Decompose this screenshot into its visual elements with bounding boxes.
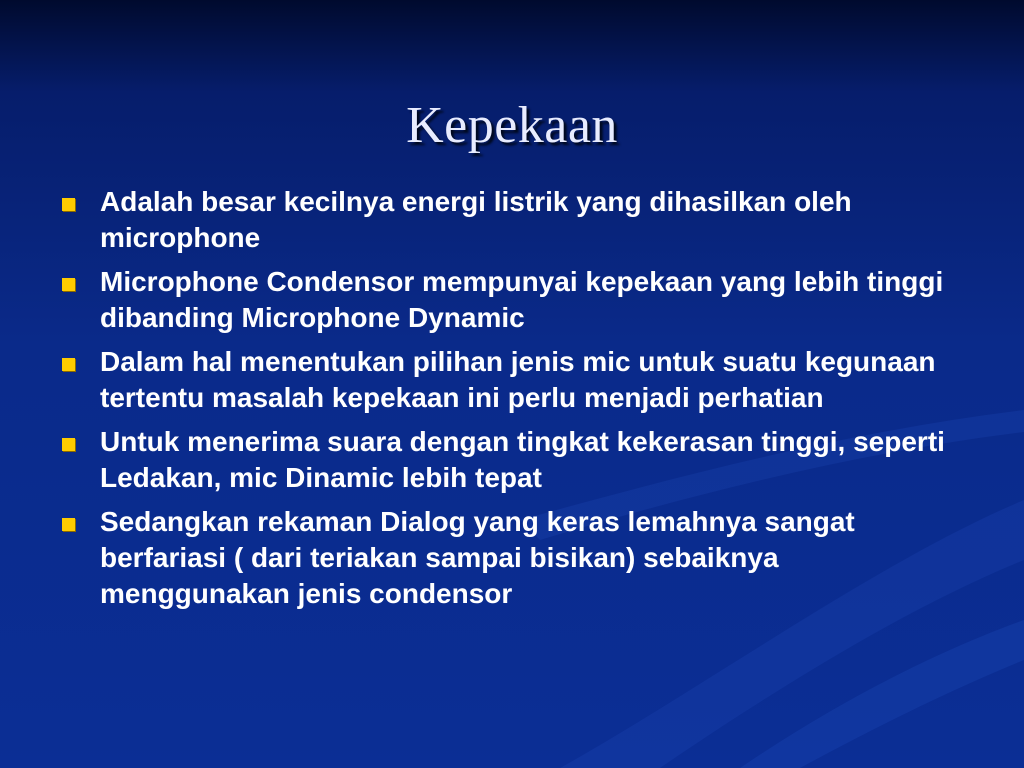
square-bullet-icon [62, 198, 75, 211]
square-bullet-icon [62, 278, 75, 291]
bullet-text: Untuk menerima suara dengan tingkat kekerasan tinggi, seperti Ledakan, mic Dinamic lebih tepat [100, 426, 945, 493]
bullet-list [62, 184, 972, 620]
square-bullet-icon [62, 438, 75, 451]
slide-title: Kepekaan [406, 96, 618, 154]
bullet-text: Adalah besar kecilnya energi listrik yang dihasilkan oleh microphone [100, 186, 852, 253]
bullet-item [62, 184, 972, 256]
bullet-item [62, 264, 972, 336]
bullet-text: Dalam hal menentukan pilihan jenis mic untuk suatu kegunaan tertentu masalah kepekaan ini perlu menjadi perhatian [100, 346, 936, 413]
bullet-item [62, 424, 972, 496]
bullet-text: Sedangkan rekaman Dialog yang keras lemahnya sangat berfariasi ( dari teriakan sampai bisikan) sebaiknya menggunakan jenis condensor [100, 506, 855, 609]
bullet-item [62, 504, 972, 612]
bullet-item [62, 344, 972, 416]
square-bullet-icon [62, 518, 75, 531]
bullet-text: Microphone Condensor mempunyai kepekaan yang lebih tinggi dibanding Microphone Dynamic [100, 266, 944, 333]
square-bullet-icon [62, 358, 75, 371]
